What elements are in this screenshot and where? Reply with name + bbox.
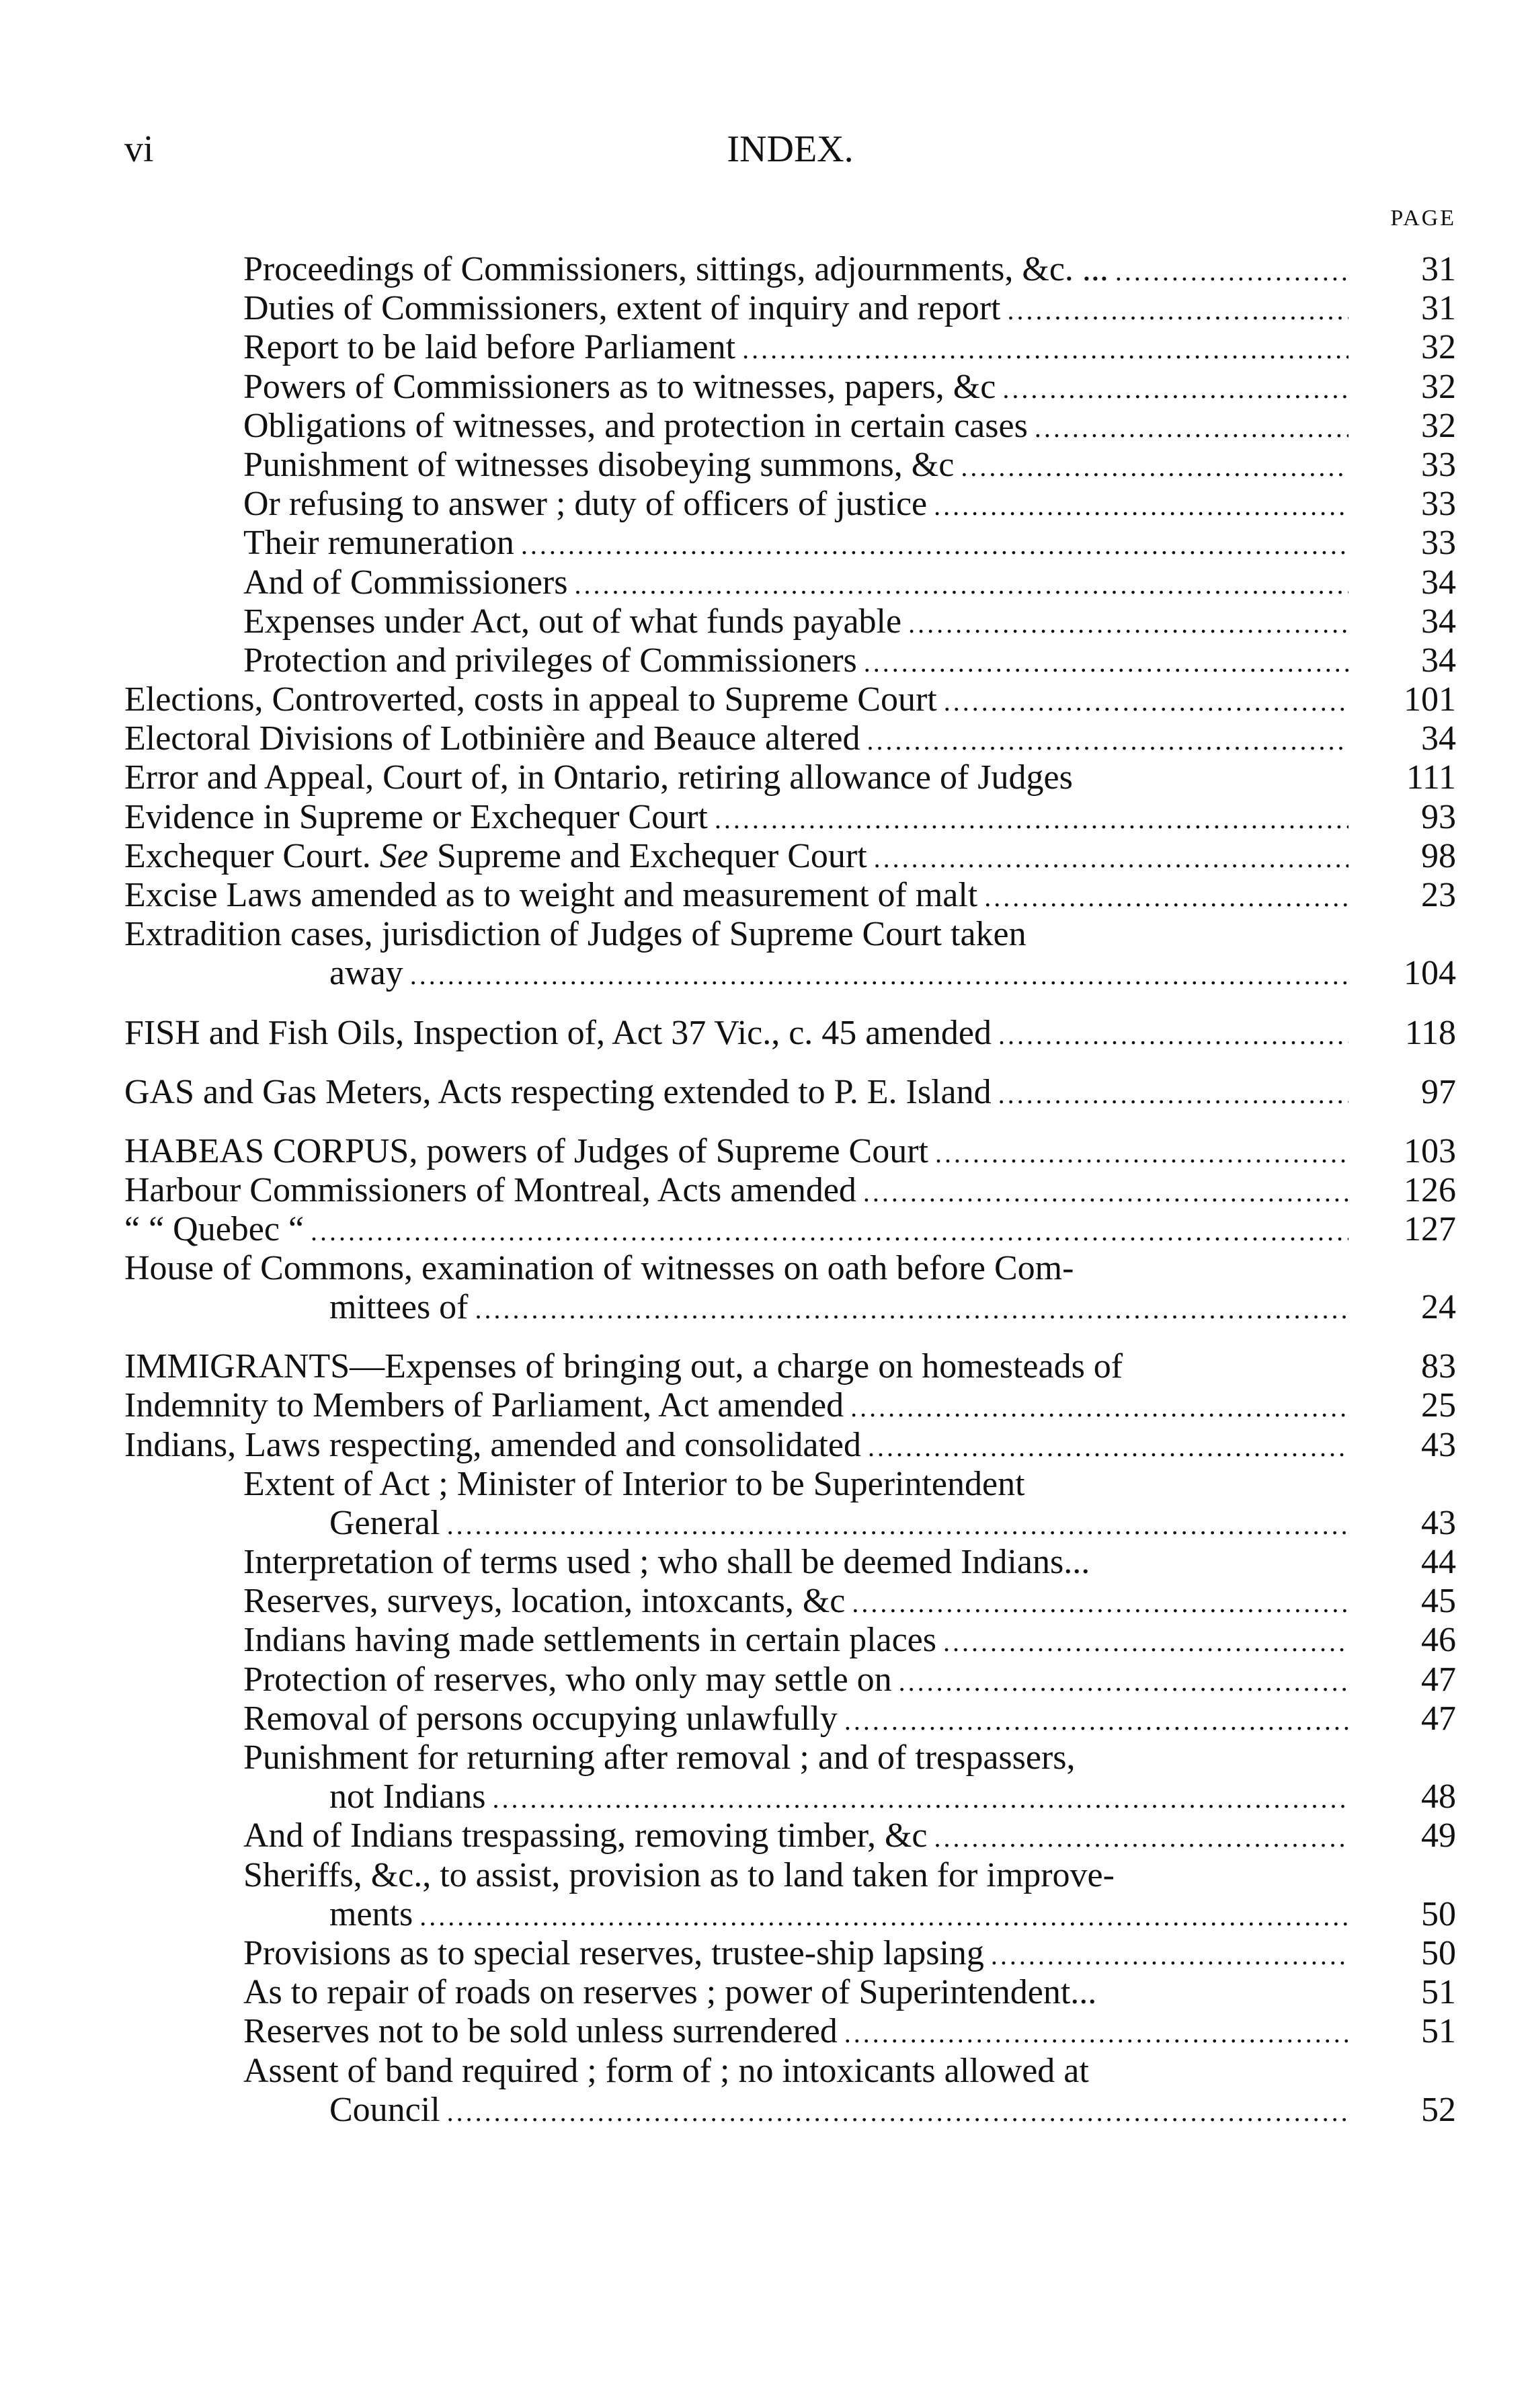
- dot-leader: [419, 1897, 1348, 1936]
- index-entry-text: Proceedings of Commissioners, sittings, adjournments, &c. ...: [243, 250, 1109, 288]
- index-entry-page: 51: [1421, 1973, 1456, 2012]
- dot-leader: [715, 800, 1348, 839]
- index-entry: [0, 719, 1530, 758]
- index-entry: [0, 250, 1530, 289]
- index-entry-page: 32: [1421, 367, 1456, 406]
- index-entry-text: Obligations of witnesses, and protection in certain cases: [243, 406, 1028, 445]
- index-entry-text: Excise Laws amended as to weight and measurement of malt: [124, 876, 978, 914]
- index-entry: [0, 1621, 1530, 1660]
- index-entry-page: 47: [1421, 1660, 1456, 1699]
- index-entry: [0, 994, 1530, 1053]
- dot-leader: [742, 330, 1348, 369]
- dot-leader: [850, 1388, 1348, 1427]
- dot-leader: [1035, 409, 1348, 448]
- index-entry: [0, 1973, 1530, 2012]
- index-entry: [0, 1327, 1530, 1386]
- index-entry: [0, 1934, 1530, 1973]
- index-entry-text: Indians having made settlements in certain places: [243, 1621, 936, 1660]
- index-entry-text: Removal of persons occupying unlawfully: [243, 1699, 838, 1738]
- dot-leader: [475, 1290, 1348, 1329]
- index-entry-text: Punishment for returning after removal ; and of trespassers,: [243, 1738, 1076, 1777]
- index-entry-text: Extent of Act ; Minister of Interior to be Superintendent: [243, 1464, 1025, 1503]
- index-entry-page: 31: [1421, 289, 1456, 328]
- index-entry-text: Extradition cases, jurisdiction of Judges of Supreme Court taken: [124, 915, 1026, 954]
- dot-leader: [867, 721, 1348, 760]
- index-entry: [0, 524, 1530, 563]
- dot-leader: [844, 2014, 1348, 2053]
- index-entry-text: GAS and Gas Meters, Acts respecting extended to P. E. Island: [124, 1072, 992, 1111]
- index-entry-text: Assent of band required ; form of ; no intoxicants allowed at: [243, 2051, 1089, 2090]
- index-entry-text: Protection and privileges of Commissioners: [243, 641, 857, 680]
- index-entry: [0, 328, 1530, 367]
- index-entry-page: 43: [1421, 1425, 1456, 1464]
- index-entry-text: away: [329, 954, 403, 993]
- index-entry-text: ments: [329, 1894, 413, 1933]
- index-entry-page: 43: [1421, 1503, 1456, 1542]
- dot-leader: [1007, 291, 1348, 330]
- index-entry-text: Indemnity to Members of Parliament, Act amended: [124, 1386, 844, 1425]
- index-entry: [0, 289, 1530, 328]
- dot-leader: [944, 682, 1348, 721]
- index-entry-page: 48: [1421, 1777, 1456, 1816]
- dot-leader: [447, 1506, 1348, 1545]
- index-entry-page: 24: [1421, 1288, 1456, 1327]
- index-entry-text: HABEAS CORPUS, powers of Judges of Supreme Court: [124, 1131, 928, 1170]
- index-entry-text: And of Commissioners: [243, 563, 568, 602]
- index-entry-text: Provisions as to special reserves, trustee-ship lapsing: [243, 1933, 984, 1972]
- index-entry: [0, 1777, 1530, 1816]
- index-entry-page: 34: [1421, 641, 1456, 680]
- index-entry-page: 32: [1421, 406, 1456, 445]
- index-entry-page: 45: [1421, 1582, 1456, 1621]
- index-entry-page: 103: [1404, 1131, 1456, 1170]
- index-entry: [0, 680, 1530, 719]
- index-entry-page: 83: [1421, 1347, 1456, 1386]
- index-entry-page: 46: [1421, 1621, 1456, 1660]
- index-entry: [0, 954, 1530, 993]
- index-entry: [0, 1504, 1530, 1543]
- index-entry-text: “ “ Quebec “: [124, 1209, 305, 1248]
- index-entry-page: 25: [1421, 1386, 1456, 1425]
- dot-leader: [521, 526, 1348, 565]
- index-entry-text: As to repair of roads on reserves ; power of Superintendent...: [243, 1973, 1097, 2012]
- index-entry-page: 51: [1421, 2012, 1456, 2051]
- dot-leader: [961, 448, 1348, 487]
- dot-leader: [908, 604, 1348, 643]
- index-entry-text: House of Commons, examination of witnesses on oath before Com-: [124, 1248, 1074, 1287]
- index-entry-text: FISH and Fish Oils, Inspection of, Act 37 Vic., c. 45 amended: [124, 1013, 992, 1052]
- page-header: [124, 128, 1456, 175]
- index-entry-page: 126: [1404, 1170, 1456, 1209]
- index-entry: [0, 1053, 1530, 1112]
- index-entry-page: 34: [1421, 563, 1456, 602]
- index-entry: [0, 602, 1530, 641]
- dot-leader: [447, 2093, 1348, 2132]
- dot-leader: [863, 1173, 1348, 1212]
- index-entry: [0, 2091, 1530, 2130]
- index-entry-text: IMMIGRANTS—Expenses of bringing out, a charge on homesteads of: [124, 1347, 1123, 1386]
- index-entry-text: Powers of Commissioners as to witnesses, papers, &c: [243, 367, 996, 406]
- index-entry-text: Harbour Commissioners of Montreal, Acts amended: [124, 1170, 856, 1209]
- index-entry-text: Council: [329, 2090, 440, 2129]
- index-entry: [0, 1738, 1530, 1777]
- dot-leader: [852, 1584, 1348, 1623]
- index-entry-page: 52: [1421, 2090, 1456, 2129]
- index-entry-page: 44: [1421, 1543, 1456, 1582]
- index-entry: [0, 915, 1530, 954]
- dot-leader: [899, 1662, 1348, 1701]
- dot-leader: [1002, 370, 1348, 409]
- index-entry: [0, 1249, 1530, 1288]
- dot-leader: [868, 1428, 1348, 1467]
- index-entry-page: 50: [1421, 1894, 1456, 1933]
- index-entry: [0, 798, 1530, 837]
- index-entry-text: Evidence in Supreme or Exchequer Court: [124, 797, 708, 836]
- index-entry: [0, 407, 1530, 446]
- index-entry: [0, 1895, 1530, 1934]
- index-entry: [0, 1288, 1530, 1327]
- index-entry-page: 33: [1421, 485, 1456, 524]
- index-entry: [0, 876, 1530, 915]
- index-entry-text: And of Indians trespassing, removing timber, &c: [243, 1816, 928, 1855]
- index-entry: [0, 758, 1530, 797]
- dot-leader: [574, 565, 1348, 604]
- index-entry: [0, 2012, 1530, 2051]
- index-entry-text: Interpretation of terms used ; who shall be deemed Indians...: [243, 1543, 1090, 1582]
- index-entry: [0, 1210, 1530, 1249]
- page-folio: vi: [124, 128, 154, 170]
- index-entry-page: 33: [1421, 524, 1456, 563]
- dot-leader: [410, 956, 1348, 995]
- dot-leader: [935, 1134, 1348, 1173]
- index-entry-text: mittees of: [329, 1288, 469, 1327]
- index-entry: [0, 368, 1530, 407]
- page-column-label: PAGE: [1390, 206, 1456, 231]
- index-entry-page: 111: [1406, 758, 1456, 797]
- dot-leader: [934, 487, 1348, 526]
- index-entry: [0, 485, 1530, 524]
- index-entry-text: Reserves not to be sold unless surrendered: [243, 2012, 838, 2051]
- index-entry-page: 98: [1421, 836, 1456, 875]
- index-entry: [0, 1660, 1530, 1699]
- index-entry-page: 104: [1404, 954, 1456, 993]
- index-entry: [0, 1582, 1530, 1621]
- index-entry-text: Punishment of witnesses disobeying summons, &c: [243, 445, 955, 484]
- index-entry-text: General: [329, 1503, 440, 1542]
- dot-leader: [934, 1818, 1348, 1857]
- index-entry: [0, 1465, 1530, 1504]
- index-entry-text: Sheriffs, &c., to assist, provision as to land taken for improve-: [243, 1855, 1115, 1894]
- index-entry-text: Protection of reserves, who only may settle on: [243, 1660, 892, 1699]
- index-entry-page: 34: [1421, 602, 1456, 641]
- index-entry: [0, 1856, 1530, 1895]
- index-entry-page: 50: [1421, 1933, 1456, 1972]
- index-entry-page: 127: [1404, 1209, 1456, 1248]
- index-entry-text: Error and Appeal, Court of, in Ontario, retiring allowance of Judges: [124, 758, 1073, 797]
- index-entry: [0, 1112, 1530, 1171]
- index-entry-text: Their remuneration: [243, 524, 514, 563]
- index-entry-text: Expenses under Act, out of what funds payable: [243, 602, 902, 641]
- index-entry-page: 49: [1421, 1816, 1456, 1855]
- dot-leader: [943, 1623, 1348, 1662]
- index-entry-page: 34: [1421, 719, 1456, 758]
- index-entry-page: 118: [1404, 1013, 1456, 1052]
- dot-leader: [844, 1701, 1348, 1740]
- index-entries: [0, 250, 1530, 2130]
- index-entry-text: not Indians: [329, 1777, 486, 1816]
- index-entry: [0, 446, 1530, 485]
- index-entry-page: 33: [1421, 445, 1456, 484]
- index-entry: [0, 2052, 1530, 2091]
- index-entry-text: Exchequer Court. See Supreme and Exchequer Court: [124, 836, 867, 875]
- index-entry: [0, 563, 1530, 602]
- index-entry-text: Indians, Laws respecting, amended and consolidated: [124, 1425, 861, 1464]
- dot-leader: [998, 1016, 1348, 1055]
- dot-leader: [493, 1779, 1348, 1818]
- dot-leader: [311, 1212, 1348, 1251]
- index-entry-page: 31: [1421, 250, 1456, 288]
- index-entry-page: 93: [1421, 797, 1456, 836]
- index-entry-text: Report to be laid before Parliament: [243, 328, 736, 367]
- index-entry-page: 97: [1421, 1072, 1456, 1111]
- dot-leader: [864, 643, 1348, 682]
- index-entry: [0, 1426, 1530, 1465]
- index-entry: [0, 641, 1530, 680]
- index-entry-page: 47: [1421, 1699, 1456, 1738]
- dot-leader: [874, 839, 1348, 878]
- index-entry: [0, 1386, 1530, 1425]
- dot-leader: [991, 1936, 1348, 1975]
- dot-leader: [998, 1075, 1348, 1114]
- dot-leader: [984, 878, 1348, 917]
- index-entry: [0, 1816, 1530, 1855]
- index-entry-page: 23: [1421, 876, 1456, 914]
- index-entry-text: Elections, Controverted, costs in appeal to Supreme Court: [124, 680, 937, 719]
- index-entry-page: 101: [1404, 680, 1456, 719]
- index-entry-text: Electoral Divisions of Lotbinière and Beauce altered: [124, 719, 860, 758]
- running-title: INDEX.: [727, 128, 854, 170]
- index-entry: [0, 1171, 1530, 1210]
- index-entry-page: 32: [1421, 328, 1456, 367]
- index-entry-text: Duties of Commissioners, extent of inquiry and report: [243, 289, 1001, 328]
- index-entry-text: Or refusing to answer ; duty of officers of justice: [243, 485, 928, 524]
- index-entry: [0, 837, 1530, 876]
- index-entry-text: Reserves, surveys, location, intoxcants, &c: [243, 1582, 846, 1621]
- index-entry: [0, 1699, 1530, 1738]
- index-entry: [0, 1543, 1530, 1582]
- dot-leader: [1115, 252, 1348, 291]
